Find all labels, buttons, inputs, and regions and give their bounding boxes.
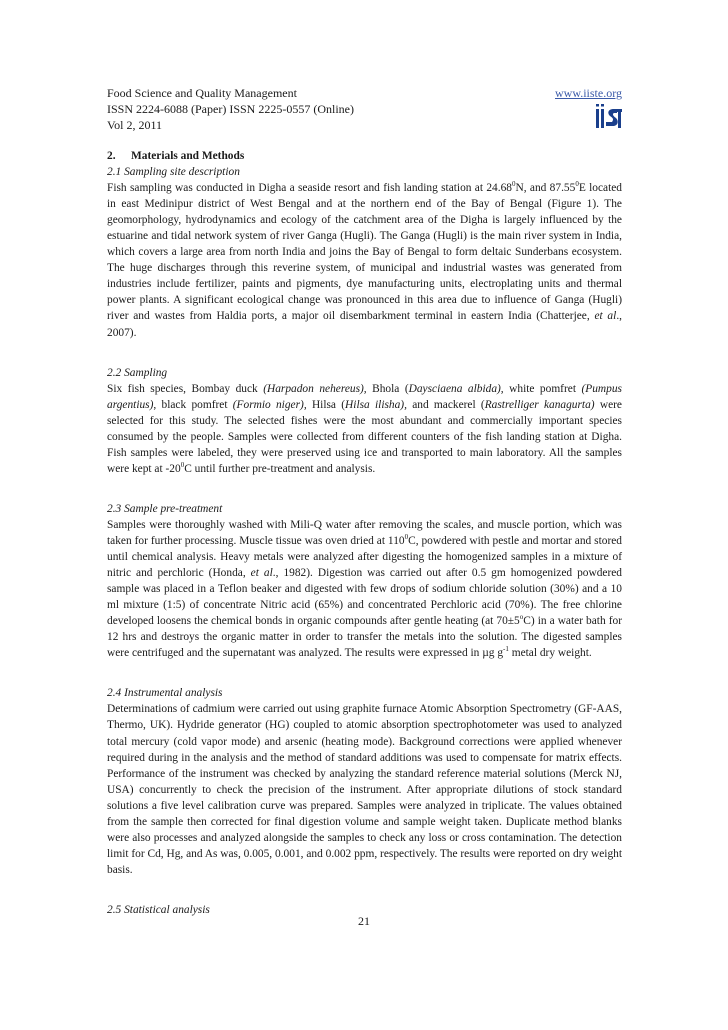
section-title: Materials and Methods	[131, 150, 245, 162]
section-number: 2.	[107, 150, 116, 162]
journal-url-link[interactable]: www.iiste.org	[555, 86, 622, 100]
subsection-heading-2-3: 2.3 Sample pre-treatment	[107, 502, 223, 515]
subsection-heading-2-1: 2.1 Sampling site description	[107, 166, 240, 179]
section-heading	[107, 148, 622, 164]
journal-header	[107, 85, 622, 133]
subsection-heading-2-5: 2.5 Statistical analysis	[107, 903, 210, 916]
paragraph-instrumental: Determinations of cadmium were carried out using graphite furnace Atomic Absorption Spectrometry (GF-AAS, Thermo, UK). Hydride generator (HG) coupled to atomic absorption spectrophotometer was used to analyzed total mercury (cold vapor mode) and arsenic (heating mode). Background corrections were applied whenever required during in the analysis and the method of standard additions was used to compensate for matrix effects. Performance of the instrument was checked by analyzing the standard reference material solutions (Merck NJ, USA) concurrently to check the precision of the instrument. After appropriate dilutions of stock standard solutions a five level calibration curve was prepared. Samples were analyzed in triplicate. The values obtained from the sample then corrected for final digestion volume and sample weight taken. Duplicate method blanks were also processes and analyzed alongside the samples to check any loss or cross contamination. The detection limit for Cd, Hg, and As was, 0.005, 0.001, and 0.002 ppm, respectively. The results were reported on dry weight basis.	[107, 703, 623, 876]
article-body	[107, 148, 622, 918]
subsection-heading-2-4: 2.4 Instrumental analysis	[107, 687, 223, 700]
paragraph-sampling-site: Fish sampling was conducted in Digha a seaside resort and fish landing station at 24.68$^0$N, and 87.55$^0$E located in east Medinipur district of West Bengal and at the northern end of the Bay of Bengal (Figure 1). The geomorphology, hydrodynamics and ecology of the catchment area of the Digha is largely influenced by the estuarine and tidal network system of river Ganga (Hugli). The Ganga (Hugli) is the main river system in India, which covers a large area from north India and joins the Bay of Bengal to form deltaic Sunderbans ecosystem. The huge discharges through this reverine system, of municipal and industrial wastes was generated from industries include fertilizer, paints and pigments, dye manufacturing units, electroplating units and thermal power plants. A significant ecological change was pronounced in this area due to influence of Ganga (Hugli) river and wastes from Haldia ports, a major oil disembarkment terminal in eastern India (Chatterjee, et al., 2007).	[107, 180, 623, 339]
volume-line: Vol 2, 2011	[107, 118, 163, 132]
paragraph-pretreatment: Samples were thoroughly washed with Mili-Q water after removing the scales, and muscle portion, which was taken for further processing. Muscle tissue was oven dried at $110^0C$, powdered with pestle and mortar and stored until chemical analysis. Heavy metals were analyzed after digesting the homogenized samples in a mixture of nitric and perchloric (Honda, et al., 1982). Digestion was carried out after 0.5 gm homogenized powdered sample was placed in a Teflon beaker and digested with few drops of sodium chloride solution (30%) and a 10 ml mixture (1:5) of concentrate Nitric acid (65%) and concentrated Perchloric acid (70%). The free chlorine developed loosens the chemical bonds in organic compounds after gentle heating (at $70\pm 5^oC$) in a water bath for 12 hrs and destroys the organic matter in order to transfer the metals into the solution. The digested samples were centrifuged and the supernatant was analyzed. The results were expressed in µg $g^{-1}$ metal dry weight.	[107, 518, 623, 660]
iiste-logo-icon	[596, 104, 622, 128]
paragraph-sampling: Six fish species, Bombay duck (Harpadon nehereus), Bhola (Daysciaena albida), white pomfret (Pumpus argentius), black pomfret (Formio niger), Hilsa (Hilsa ilisha), and mackerel (Rastrelliger kanagurta) were selected for this study. The selected fishes were the most abundant and commercially important species consumed by the people. Samples were collected from different counters of the fish landing station at Digha. Fish samples were labeled, they were preserved using ice and transported to main laboratory. All the samples were kept at $-20^0C$ until further pre-treatment and analysis.	[107, 382, 622, 475]
page-number: 21	[358, 914, 370, 928]
journal-title: Food Science and Quality Management	[107, 86, 297, 100]
subsection-heading-2-2: 2.2 Sampling	[107, 366, 168, 379]
issn-line: ISSN 2224-6088 (Paper) ISSN 2225-0557 (Online)	[107, 102, 354, 116]
